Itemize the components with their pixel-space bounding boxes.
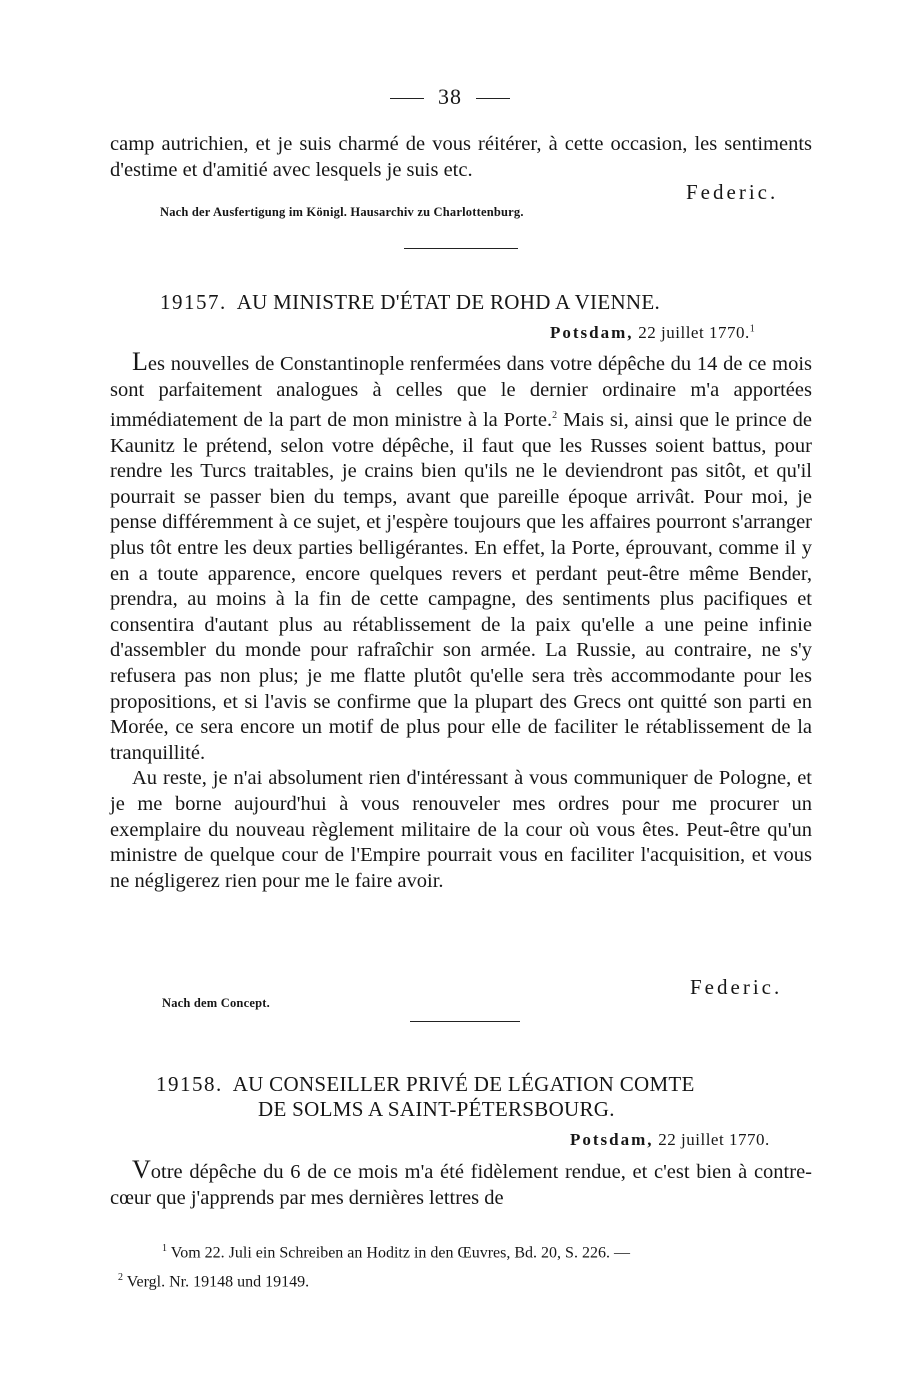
footnote-ref-2: 2 <box>552 410 558 422</box>
footnote-ref-1: 1 <box>749 323 756 335</box>
source-note-19157: Nach dem Concept. <box>162 996 270 1010</box>
letter-title: AU MINISTRE D'ÉTAT DE ROHD A VIENNE. <box>236 290 661 314</box>
continuation-paragraph: camp autrichien, et je suis charmé de vous réitérer, à cette occasion, les sentiments d'estime et d'amitié avec lesquels je suis etc. <box>110 133 812 181</box>
letter-19157-paragraph-2: Au reste, je n'ai absolument rien d'intéressant à vous communiquer de Pologne, et je me borne aujourd'hui à vous renouveler mes ordres pour me procurer un exemplaire du nouveau règlement militaire de la cour où vous êtes. Peut-être qu'un ministre de quelque cour de l'Empire pourrait vous en faciliter l'acquisition, et vous ne négligerez rien pour me le faire avoir. <box>110 767 812 892</box>
footnote-text: Vom 22. Juli ein Schreiben an Hoditz in den Œuvres, Bd. 20, S. 226. — <box>170 1244 630 1262</box>
section-divider-1 <box>404 248 518 249</box>
letter-19158-heading <box>156 1072 695 1097</box>
page-number-dash-right <box>476 98 510 99</box>
letter-title-line-1: AU CONSEILLER PRIVÉ DE LÉGATION COMTE <box>232 1072 695 1096</box>
continuation-block <box>110 132 812 183</box>
letter-19157-paragraph-1 <box>110 349 812 766</box>
letter-19157-heading <box>160 290 660 315</box>
letter-19158-heading-line-2: DE SOLMS A SAINT-PÉTERSBOURG. <box>258 1097 615 1121</box>
section-divider-2 <box>410 1021 520 1022</box>
footnotes <box>118 1236 818 1295</box>
letter-19157-dateline <box>550 323 755 343</box>
page-number <box>0 84 900 110</box>
footnote-mark: 2 <box>118 1272 123 1284</box>
dateline-date: 22 juillet 1770. <box>638 323 750 342</box>
dateline-place: Potsdam, <box>570 1130 654 1149</box>
page-number-dash-left <box>390 98 424 99</box>
footnote-1 <box>118 1236 818 1265</box>
letter-19158-paragraph-1 <box>110 1157 812 1211</box>
letter-number: 19157. <box>160 290 227 314</box>
initial-letter: V <box>132 1155 151 1184</box>
paragraph-text-a: es nouvelles de Constantinople renfermées dans votre dépêche du 14 de ce mois sont parfaitement analogues à celles que le dernier ordinaire m'a apportées immédiatement de la part de mon ministre à la Porte. <box>110 353 812 432</box>
footnote-mark: 1 <box>162 1243 167 1254</box>
paragraph-text-b: Mais si, ainsi que le prince de Kaunitz le prétend, selon votre dépêche, il faut que les Russes soient battus, pour rendre les Turcs traitables, je crains bien qu'ils ne le deviendront pas sitôt, et qu'il pourrait se passer bien du temps, avant que pareille époque arrivât. Pour moi, je pense différemment à ce sujet, et j'espère toujours que les affaires pourront s'arranger plus tôt entre les deux parties belligérantes. En effet, la Porte, éprouvant, comme il y en a toute apparence, encore quelques revers et perdant peut-être même Bender, prendra, au moins à la fin de cette campagne, des sentiments plus pacifiques et consentira d'autant plus au rétablissement de la paix qu'elle a une peine infinie d'assembler du monde pour rafraîchir son armée. La Russie, au contraire, ne s'y refusera pas non plus; je me flatte plutôt qu'elle sera très accommodante pour les propositions, et si l'avis se confirme que la plupart des Grecs ont quitté son parti en Morée, ce sera encore un motif de plus pour elle de faciliter le rétablissement de la tranquillité. <box>110 409 812 764</box>
initial-letter: L <box>132 347 148 376</box>
paragraph-text: otre dépêche du 6 de ce mois m'a été fidèlement rendue, et c'est bien à contre-cœur que j'apprends par mes dernières lettres de <box>110 1161 812 1209</box>
footnote-text: Vergl. Nr. 19148 und 19149. <box>126 1273 310 1291</box>
letter-number: 19158. <box>156 1072 223 1096</box>
dateline-date: 22 juillet 1770. <box>658 1130 770 1149</box>
page-number-text: 38 <box>438 84 462 109</box>
letter-19158-body <box>110 1157 812 1211</box>
letter-19158-dateline <box>570 1130 770 1150</box>
source-note-top: Nach der Ausfertigung im Königl. Hausarchiv zu Charlottenburg. <box>160 205 524 219</box>
letter-19157-body <box>110 349 812 894</box>
footnote-2 <box>118 1265 818 1294</box>
signature-top: Federic. <box>686 180 779 204</box>
signature-19157: Federic. <box>690 975 783 999</box>
dateline-place: Potsdam, <box>550 323 634 342</box>
